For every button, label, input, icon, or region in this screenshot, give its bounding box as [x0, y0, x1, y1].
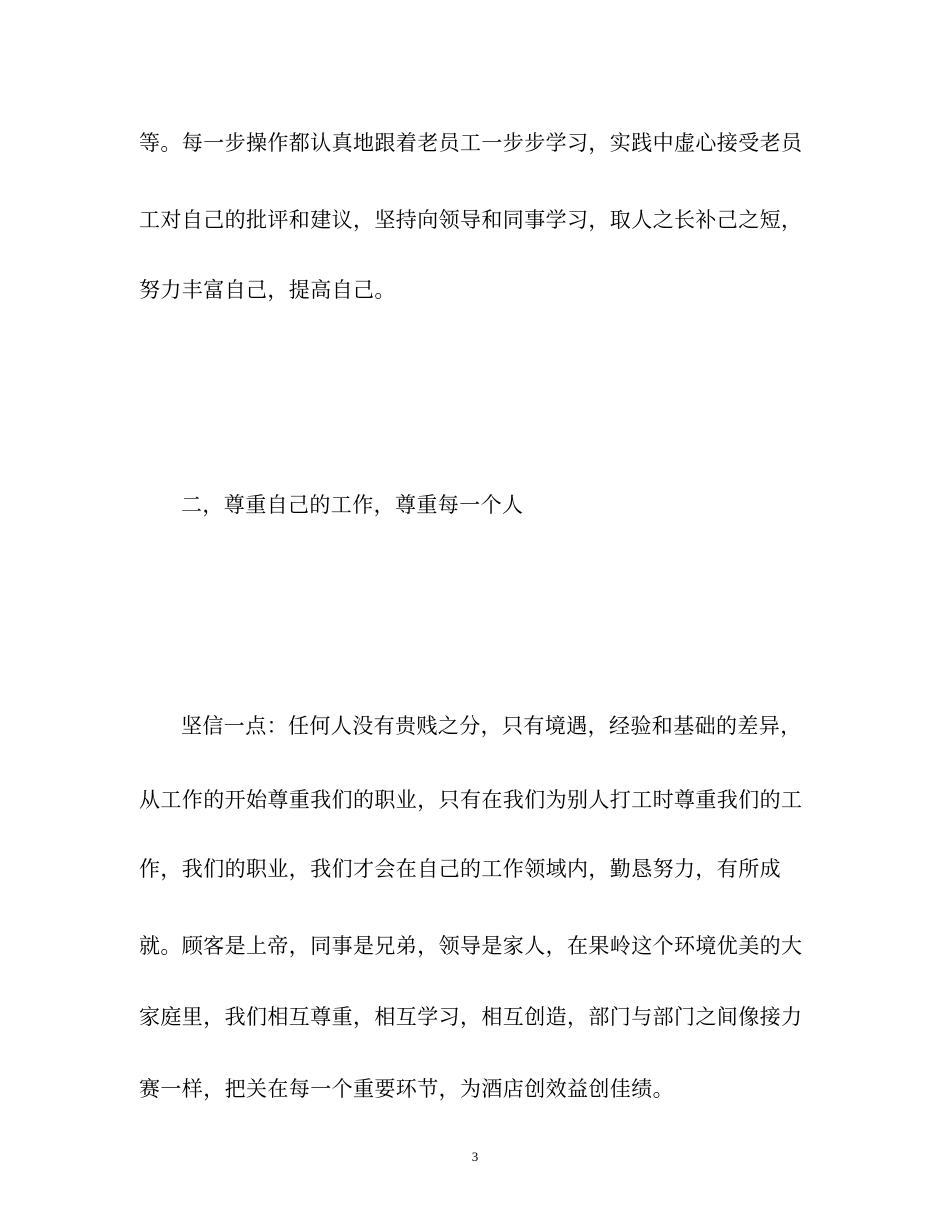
paragraph-1-line-1: 等。每一步操作都认真地跟着老员工一步步学习，实践中虚心接受老员: [139, 131, 803, 155]
paragraph-3-line-6: 赛一样，把关在每一个重要环节，为酒店创效益创佳绩。: [139, 1077, 674, 1101]
paragraph-1-line-2: 工对自己的批评和建议，坚持向领导和同事学习，取人之长补己之短，: [139, 208, 803, 232]
paragraph-1-line-3: 努力丰富自己，提高自己。: [139, 278, 396, 302]
page-number: 3: [471, 1149, 479, 1164]
paragraph-3-line-3: 作，我们的职业，我们才会在自己的工作领域内，勤恳努力，有所成: [139, 857, 781, 881]
paragraph-3-line-5: 家庭里，我们相互尊重，相互学习，相互创造，部门与部门之间像接力: [139, 1005, 803, 1029]
paragraph-3-line-4: 就。顾客是上帝，同事是兄弟，领导是家人，在果岭这个环境优美的大: [139, 934, 803, 958]
section-heading: 二，尊重自己的工作，尊重每一个人: [181, 493, 524, 517]
paragraph-3-line-2: 从工作的开始尊重我们的职业，只有在我们为别人打工时尊重我们的工: [139, 788, 803, 812]
paragraph-3-line-1: 坚信一点：任何人没有贵贱之分，只有境遇，经验和基础的差异，: [181, 714, 802, 738]
